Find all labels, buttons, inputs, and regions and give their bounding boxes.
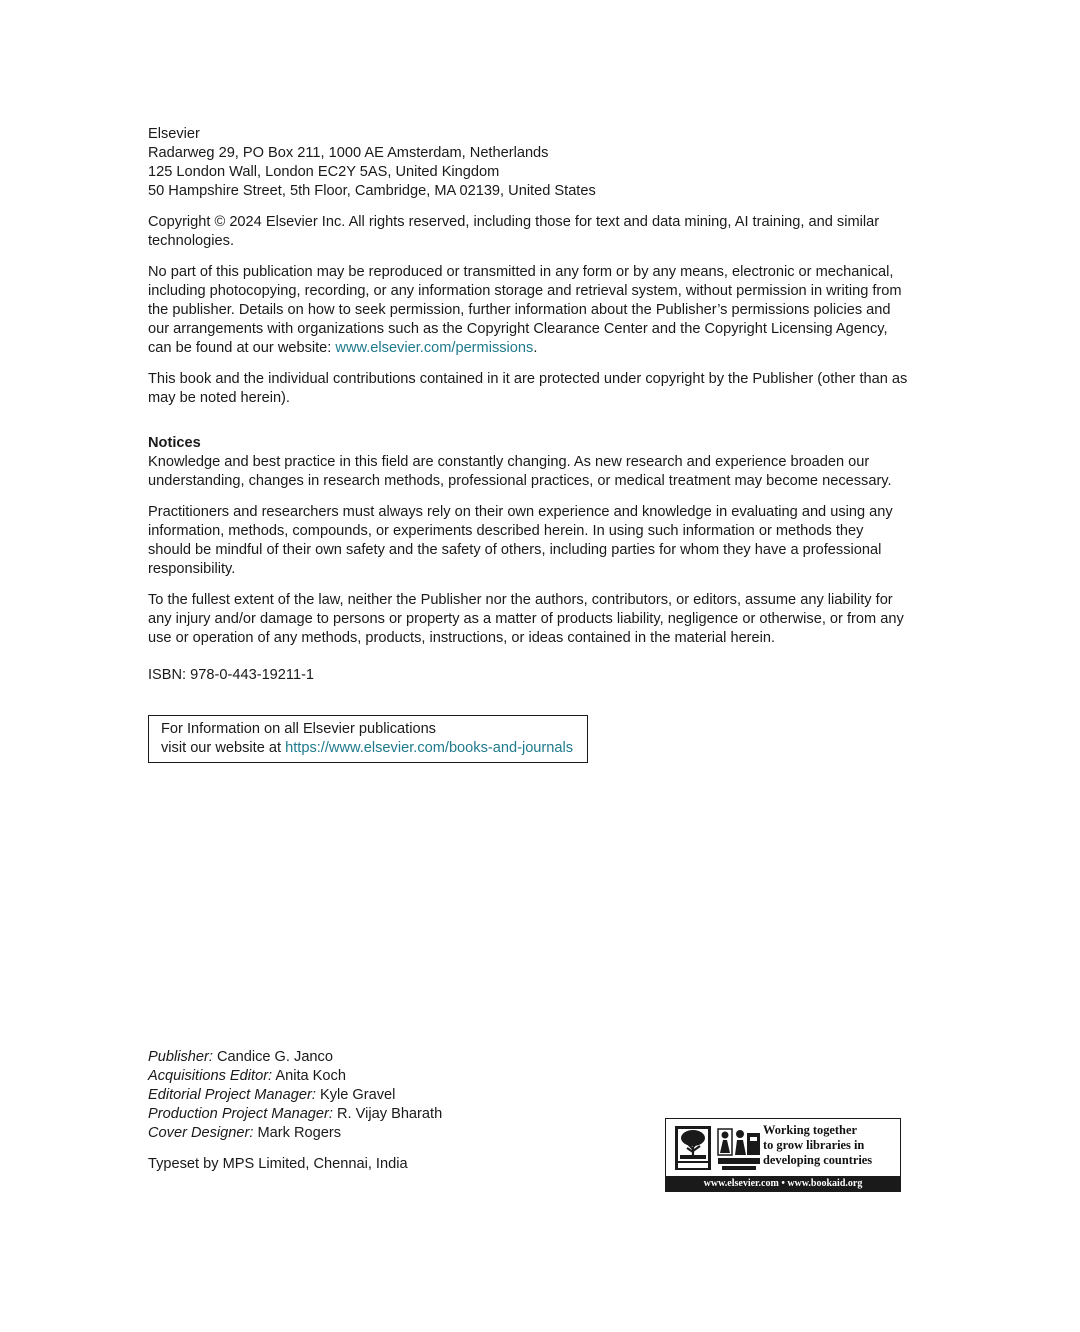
publisher-address bbox=[148, 125, 908, 201]
credit-line bbox=[148, 1048, 442, 1067]
permissions-end: . bbox=[533, 340, 538, 356]
notices-heading: Notices bbox=[148, 435, 201, 451]
credit-line bbox=[148, 1067, 442, 1086]
notice-paragraph: Practitioners and researchers must always rely on their own experience and knowledge in evaluating and using any information, methods, compounds, or experiments described herein. In using such information or methods they should be mindful of their own safety and the safety of others, including parties for whom they have a professional responsibility. bbox=[148, 504, 893, 577]
credit-role: Cover Designer: bbox=[148, 1125, 254, 1141]
credit-name: Mark Rogers bbox=[253, 1125, 342, 1141]
credit-role: Acquisitions Editor: bbox=[148, 1068, 273, 1084]
copyright-statement: Copyright © 2024 Elsevier Inc. All rights reserved, including those for text and data mining, AI training, and similar technologies. bbox=[148, 214, 880, 249]
notice-paragraph: To the fullest extent of the law, neither the Publisher nor the authors, contributors, or editors, assume any liability for any injury and/or damage to persons or property as a matter of products liability, negligence or otherwise, or from any use or operation of any methods, products, instructions, or ideas contained in the material herein. bbox=[148, 592, 904, 646]
bookaid-slogan bbox=[763, 1123, 899, 1168]
permissions-text: No part of this publication may be reproduced or transmitted in any form or by any means, electronic or mechanical, including photocopying, recording, or any information storage and retrieval system, without permission in writing from the publisher. Details on how to seek permission, further information about the Publisher’s permissions policies and our arrangements with organizations such as the Copyright Clearance Center and the Copyright Licensing Agency, can be found at our website: bbox=[148, 264, 902, 356]
credit-role: Production Project Manager: bbox=[148, 1106, 333, 1122]
credit-line bbox=[148, 1124, 442, 1143]
isbn: ISBN: 978-0-443-19211-1 bbox=[148, 667, 315, 683]
info-box-line: For Information on all Elsevier publications bbox=[161, 721, 436, 737]
info-box-line bbox=[161, 739, 573, 758]
credit-role: Publisher: bbox=[148, 1049, 213, 1065]
slogan-line: Working together bbox=[763, 1123, 857, 1137]
typeset-statement: Typeset by MPS Limited, Chennai, India bbox=[148, 1156, 408, 1172]
credit-line bbox=[148, 1086, 442, 1105]
credit-name: R. Vijay Bharath bbox=[332, 1106, 443, 1122]
credit-name: Candice G. Janco bbox=[212, 1049, 333, 1065]
books-and-journals-link[interactable]: https://www.elsevier.com/books-and-journals bbox=[285, 740, 574, 756]
credit-name: Kyle Gravel bbox=[315, 1087, 396, 1103]
permissions-paragraph bbox=[148, 263, 908, 358]
slogan-line: developing countries bbox=[763, 1153, 873, 1167]
elsevier-bookaid-logos-icon bbox=[674, 1125, 762, 1173]
publisher-name: Elsevier bbox=[148, 126, 200, 142]
info-box-prefix: visit our website at bbox=[161, 740, 286, 756]
copyright-page bbox=[148, 125, 908, 763]
credit-line bbox=[148, 1105, 442, 1124]
protection-statement: This book and the individual contributions contained in it are protected under copyright by the Publisher (other than as may be noted herein). bbox=[148, 371, 908, 406]
credit-role: Editorial Project Manager: bbox=[148, 1087, 316, 1103]
address-line: 50 Hampshire Street, 5th Floor, Cambridge, MA 02139, United States bbox=[148, 183, 596, 199]
address-line: Radarweg 29, PO Box 211, 1000 AE Amsterdam, Netherlands bbox=[148, 145, 549, 161]
bookaid-logo-box bbox=[665, 1118, 901, 1192]
credits bbox=[148, 1048, 442, 1174]
address-line: 125 London Wall, London EC2Y 5AS, United Kingdom bbox=[148, 164, 500, 180]
notice-paragraph: Knowledge and best practice in this field are constantly changing. As new research and experience broaden our understanding, changes in research methods, professional practices, or medical treatment may become necessary. bbox=[148, 454, 892, 489]
slogan-line: to grow libraries in bbox=[763, 1138, 865, 1152]
info-box bbox=[148, 715, 588, 763]
credit-name: Anita Koch bbox=[272, 1068, 346, 1084]
bookaid-footer: www.elsevier.com • www.bookaid.org bbox=[666, 1176, 900, 1191]
permissions-link[interactable]: www.elsevier.com/permissions bbox=[335, 340, 534, 356]
